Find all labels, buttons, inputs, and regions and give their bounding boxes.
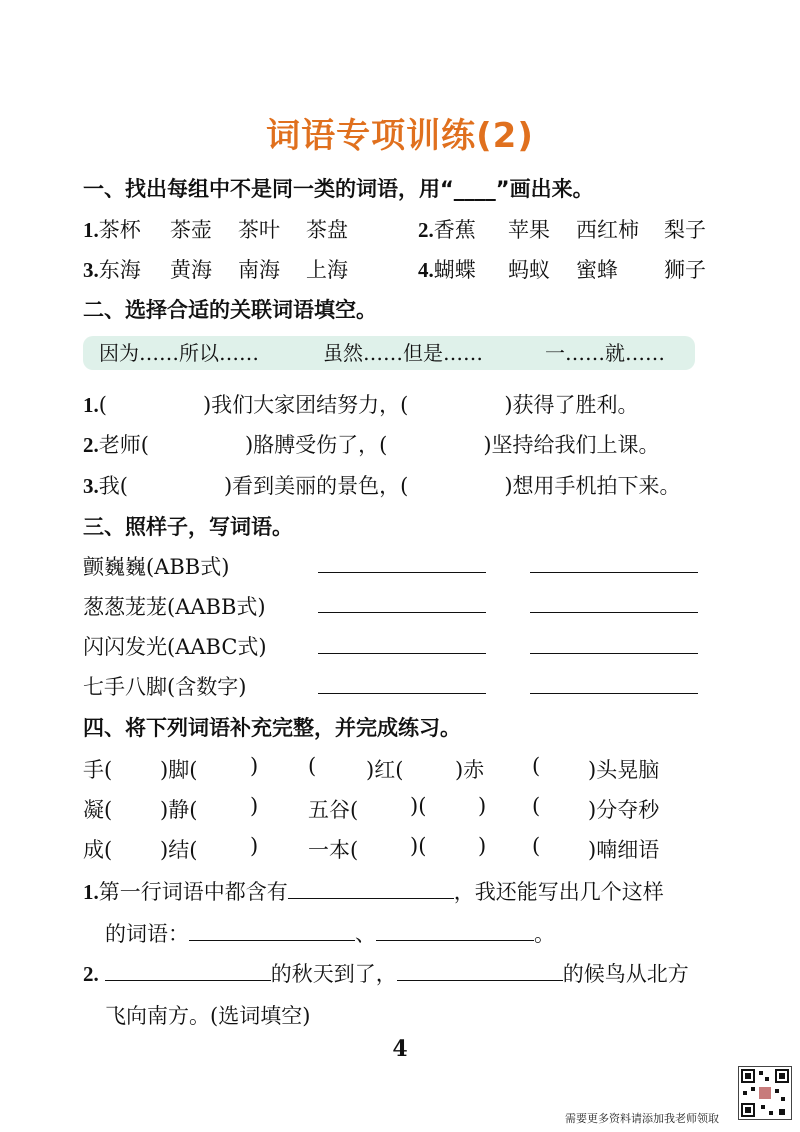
answer-line[interactable] — [189, 920, 355, 941]
section-1-heading: 一、找出每组中不是同一类的词语，用“____”画出来。 — [83, 177, 594, 201]
idiom-part: ) — [250, 794, 259, 818]
word: 上海 — [306, 258, 348, 282]
text: ( — [98, 393, 107, 417]
footer-note: 需要更多资料请添加我老师领取 — [565, 1112, 719, 1125]
option-yi-jiu: 一……就…… — [545, 341, 665, 365]
idiom-part: )( — [410, 794, 427, 818]
answer-line[interactable] — [376, 920, 534, 941]
group-number: 1. — [83, 218, 99, 242]
text: 我( — [98, 474, 128, 498]
word: 蚂蚁 — [508, 258, 550, 282]
idiom-part: )结( — [160, 838, 198, 862]
answer-line[interactable] — [397, 960, 563, 981]
idiom-part: )喃细语 — [588, 838, 660, 862]
item-number: 1. — [83, 393, 99, 417]
idiom-part: ) — [478, 794, 487, 818]
qr-code-image — [738, 1066, 792, 1120]
option-yinwei: 因为……所以…… — [99, 341, 259, 365]
answer-line[interactable] — [530, 612, 698, 613]
answer-line[interactable] — [318, 653, 486, 654]
page-number: 4 — [392, 1036, 408, 1062]
text: )坚持给我们上课。 — [483, 433, 660, 457]
text: 。 — [534, 922, 555, 946]
idiom-part: 手( — [83, 758, 113, 782]
idiom-part: )脚( — [160, 758, 198, 782]
idiom-part: ) — [478, 834, 487, 858]
word: 茶盘 — [306, 218, 348, 242]
text: 第一行词语中都含有 — [98, 880, 288, 904]
idiom-part: 一本( — [308, 838, 359, 862]
pattern-example-abb: 颤巍巍(ABB式) — [83, 555, 230, 579]
text: ，我还能写出几个这样 — [453, 880, 664, 904]
section-2-heading: 二、选择合适的关联词语填空。 — [83, 298, 377, 322]
idiom-part: 凝( — [83, 798, 113, 822]
text: )胳膊受伤了，( — [244, 433, 388, 457]
word: 茶杯 — [98, 218, 141, 242]
question-2-line-2: 飞向南方。(选词填空) — [105, 1004, 311, 1028]
word: 狮子 — [664, 258, 706, 282]
word: 蜜蜂 — [576, 258, 618, 282]
idiom-part: )赤 — [455, 758, 485, 782]
fill-item-2 — [83, 429, 660, 459]
group-3 — [83, 254, 141, 284]
group-2 — [418, 214, 476, 244]
fill-item-3 — [83, 470, 681, 500]
text: 的词语： — [105, 922, 189, 946]
answer-line[interactable] — [288, 878, 454, 899]
group-1 — [83, 214, 141, 244]
text: 老师( — [98, 433, 149, 457]
text: 、 — [355, 922, 376, 946]
idiom-part: )头晃脑 — [588, 758, 660, 782]
answer-line[interactable] — [105, 960, 271, 981]
pattern-example-aabc: 闪闪发光(AABC式) — [83, 635, 267, 659]
question-2-line-1 — [83, 958, 689, 988]
word: 苹果 — [508, 218, 550, 242]
answer-line[interactable] — [530, 693, 698, 694]
text: )看到美丽的景色，( — [223, 474, 409, 498]
text: )我们大家团结努力，( — [202, 393, 409, 417]
answer-line[interactable] — [318, 693, 486, 694]
text: 的候鸟从北方 — [562, 962, 689, 986]
option-suiran: 虽然……但是…… — [323, 341, 483, 365]
pattern-example-aabb: 葱葱茏茏(AABB式) — [83, 595, 266, 619]
group-number: 2. — [418, 218, 434, 242]
section-3-heading: 三、照样子，写词语。 — [83, 515, 293, 539]
word: 南海 — [238, 258, 280, 282]
pattern-example-number: 七手八脚(含数字) — [83, 675, 247, 699]
question-1-line-2 — [105, 918, 555, 948]
text: )想用手机拍下来。 — [504, 474, 681, 498]
idiom-part: )分夺秒 — [588, 798, 660, 822]
word: 茶叶 — [238, 218, 280, 242]
word: 蝴蝶 — [433, 258, 476, 282]
group-number: 4. — [418, 258, 434, 282]
idiom-part: )红( — [366, 758, 404, 782]
text: )获得了胜利。 — [504, 393, 639, 417]
fill-item-1 — [83, 389, 639, 419]
word: 香蕉 — [433, 218, 476, 242]
item-number: 2. — [83, 433, 99, 457]
item-number: 1. — [83, 880, 99, 904]
answer-line[interactable] — [318, 572, 486, 573]
idiom-part: )静( — [160, 798, 198, 822]
word: 黄海 — [170, 258, 212, 282]
question-1-line-1 — [83, 876, 664, 906]
idiom-part: )( — [410, 834, 427, 858]
answer-line[interactable] — [530, 572, 698, 573]
answer-line[interactable] — [318, 612, 486, 613]
text: 的秋天到了， — [270, 962, 397, 986]
group-number: 3. — [83, 258, 99, 282]
conjunction-options-box — [83, 336, 695, 370]
word: 西红柿 — [576, 218, 639, 242]
idiom-part: ( — [532, 754, 541, 778]
idiom-part: 五谷( — [308, 798, 359, 822]
word: 茶壶 — [170, 218, 212, 242]
idiom-part: ( — [308, 754, 317, 778]
idiom-part: ( — [532, 834, 541, 858]
item-number: 3. — [83, 474, 99, 498]
answer-line[interactable] — [530, 653, 698, 654]
idiom-part: ( — [532, 794, 541, 818]
section-4-heading: 四、将下列词语补充完整，并完成练习。 — [83, 716, 461, 740]
word: 东海 — [98, 258, 141, 282]
idiom-part: 成( — [83, 838, 113, 862]
item-number: 2. — [83, 962, 99, 986]
page-title: 词语专项训练(2) — [266, 116, 534, 156]
group-4 — [418, 254, 476, 284]
idiom-part: ) — [250, 754, 259, 778]
word: 梨子 — [664, 218, 706, 242]
idiom-part: ) — [250, 834, 259, 858]
